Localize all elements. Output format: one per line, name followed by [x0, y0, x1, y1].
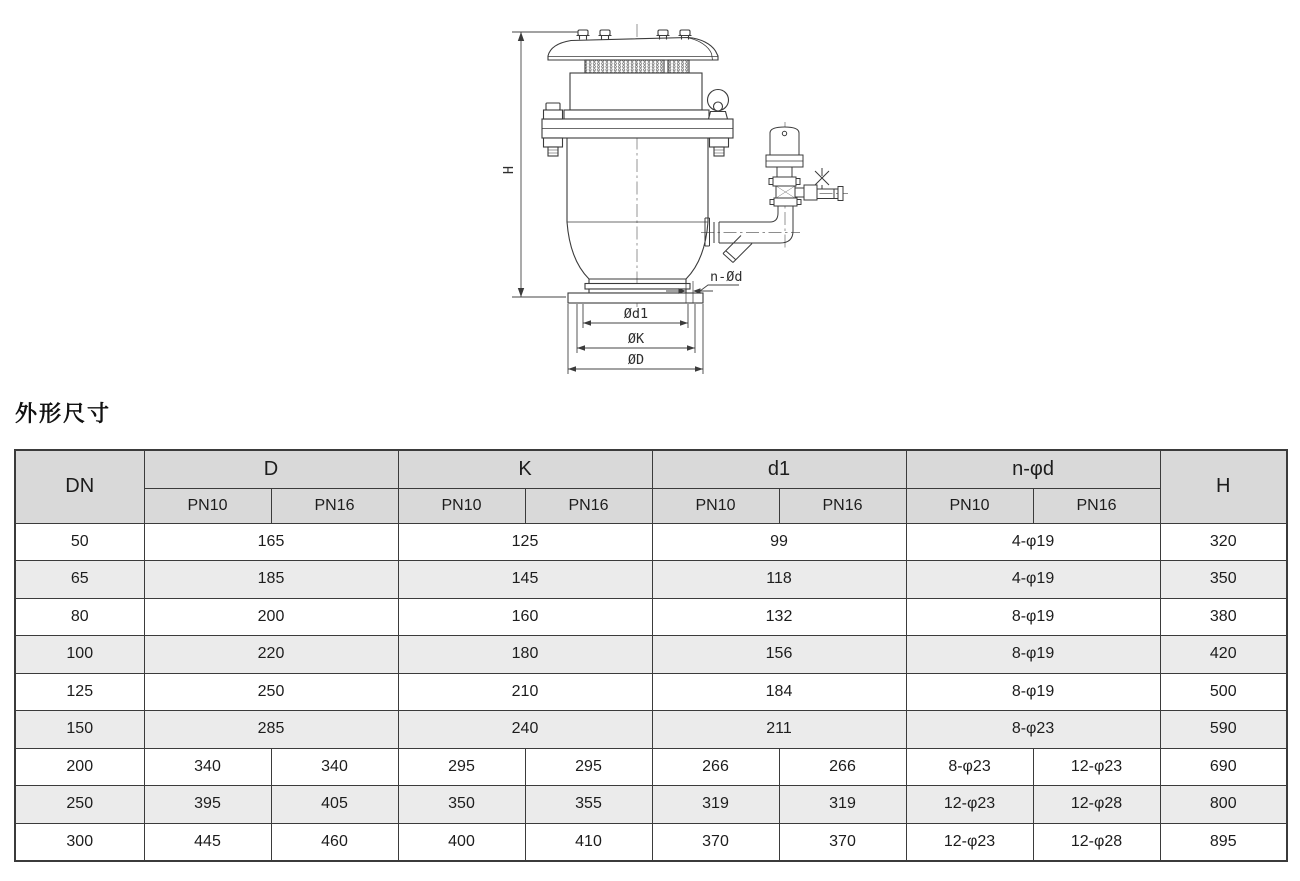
table-cell: 12-φ28	[1033, 823, 1160, 861]
table-cell: 8-φ19	[906, 636, 1160, 674]
table-cell: 118	[652, 561, 906, 599]
table-row	[15, 823, 1287, 861]
table-cell: 250	[144, 673, 398, 711]
table-cell: 65	[15, 561, 144, 599]
table-cell: 185	[144, 561, 398, 599]
table-cell: 150	[15, 711, 144, 749]
table-cell: 340	[144, 748, 271, 786]
subheader-n-phi-d-pn10: PN10	[906, 488, 1033, 523]
dimensions-table	[14, 449, 1288, 862]
col-header-n-phi-d: n-φd	[906, 450, 1160, 488]
table-cell: 4-φ19	[906, 523, 1160, 561]
table-cell: 125	[398, 523, 652, 561]
table-cell: 370	[652, 823, 779, 861]
top-flange	[542, 119, 733, 138]
table-cell: 4-φ19	[906, 561, 1160, 599]
dim-label-k: ØK	[627, 331, 645, 347]
dim-label-d1: Ød1	[623, 306, 649, 322]
table-row	[15, 561, 1287, 599]
eye-bolt	[708, 90, 729, 120]
table-cell: 8-φ23	[906, 711, 1160, 749]
table-cell: 460	[271, 823, 398, 861]
cylinder-step	[564, 110, 709, 119]
dimension-labels	[501, 166, 743, 368]
mesh-screen	[585, 60, 689, 73]
table-cell: 8-φ23	[906, 748, 1033, 786]
table-cell: 145	[398, 561, 652, 599]
valve-technical-drawing	[0, 0, 1300, 398]
table-header	[15, 450, 1287, 523]
table-cell: 80	[15, 598, 144, 636]
valve-body-outline	[542, 30, 733, 303]
table-cell: 200	[144, 598, 398, 636]
dim-label-h: H	[501, 165, 517, 175]
table-cell: 300	[15, 823, 144, 861]
subheader-k-pn10: PN10	[398, 488, 525, 523]
table-cell: 355	[525, 786, 652, 824]
table-cell: 295	[525, 748, 652, 786]
table-row	[15, 711, 1287, 749]
table-row	[15, 523, 1287, 561]
table-cell: 125	[15, 673, 144, 711]
table-cell: 319	[779, 786, 906, 824]
table-cell: 410	[525, 823, 652, 861]
table-cell: 240	[398, 711, 652, 749]
dim-label-d: ØD	[627, 352, 645, 368]
table-cell: 210	[398, 673, 652, 711]
table-cell: 590	[1160, 711, 1287, 749]
table-cell: 12-φ23	[1033, 748, 1160, 786]
table-row	[15, 673, 1287, 711]
valve-cap	[548, 38, 718, 61]
col-header-h: H	[1160, 450, 1287, 523]
upper-cylinder	[570, 73, 702, 110]
col-header-d1: d1	[652, 450, 906, 488]
dimensions-table-body	[15, 523, 1287, 861]
subheader-n-phi-d-pn16: PN16	[1033, 488, 1160, 523]
table-cell: 50	[15, 523, 144, 561]
table-cell: 350	[398, 786, 525, 824]
col-header-d: D	[144, 450, 398, 488]
col-header-k: K	[398, 450, 652, 488]
table-cell: 180	[398, 636, 652, 674]
subheader-k-pn16: PN16	[525, 488, 652, 523]
valve-drawing-svg	[0, 0, 1300, 400]
table-cell: 211	[652, 711, 906, 749]
table-cell: 12-φ28	[1033, 786, 1160, 824]
table-row	[15, 598, 1287, 636]
table-cell: 200	[15, 748, 144, 786]
dim-label-n-phi-d: n-Ød	[710, 269, 743, 285]
body-shell	[567, 138, 708, 279]
table-cell: 445	[144, 823, 271, 861]
table-cell: 405	[271, 786, 398, 824]
table-cell: 99	[652, 523, 906, 561]
table-cell: 266	[779, 748, 906, 786]
table-cell: 319	[652, 786, 779, 824]
table-cell: 500	[1160, 673, 1287, 711]
table-row	[15, 748, 1287, 786]
table-row	[15, 786, 1287, 824]
subheader-d1-pn16: PN16	[779, 488, 906, 523]
table-cell: 295	[398, 748, 525, 786]
table-cell: 8-φ19	[906, 673, 1160, 711]
table-cell: 8-φ19	[906, 598, 1160, 636]
subheader-d1-pn10: PN10	[652, 488, 779, 523]
table-cell: 12-φ23	[906, 786, 1033, 824]
table-cell: 132	[652, 598, 906, 636]
table-cell: 350	[1160, 561, 1287, 599]
table-cell: 184	[652, 673, 906, 711]
table-cell: 266	[652, 748, 779, 786]
section-title: 外形尺寸	[15, 401, 112, 426]
table-cell: 340	[271, 748, 398, 786]
table-row	[15, 636, 1287, 674]
table-cell: 165	[144, 523, 398, 561]
table-cell: 320	[1160, 523, 1287, 561]
table-cell: 220	[144, 636, 398, 674]
table-cell: 100	[15, 636, 144, 674]
table-cell: 156	[652, 636, 906, 674]
table-cell: 12-φ23	[906, 823, 1033, 861]
table-cell: 285	[144, 711, 398, 749]
table-cell: 690	[1160, 748, 1287, 786]
subheader-d-pn10: PN10	[144, 488, 271, 523]
table-cell: 800	[1160, 786, 1287, 824]
table-cell: 250	[15, 786, 144, 824]
table-cell: 400	[398, 823, 525, 861]
col-header-dn: DN	[15, 450, 144, 523]
table-cell: 395	[144, 786, 271, 824]
table-cell: 895	[1160, 823, 1287, 861]
bottom-flange	[568, 293, 703, 303]
table-cell: 370	[779, 823, 906, 861]
table-cell: 420	[1160, 636, 1287, 674]
table-cell: 160	[398, 598, 652, 636]
table-cell: 380	[1160, 598, 1287, 636]
subheader-d-pn16: PN16	[271, 488, 398, 523]
